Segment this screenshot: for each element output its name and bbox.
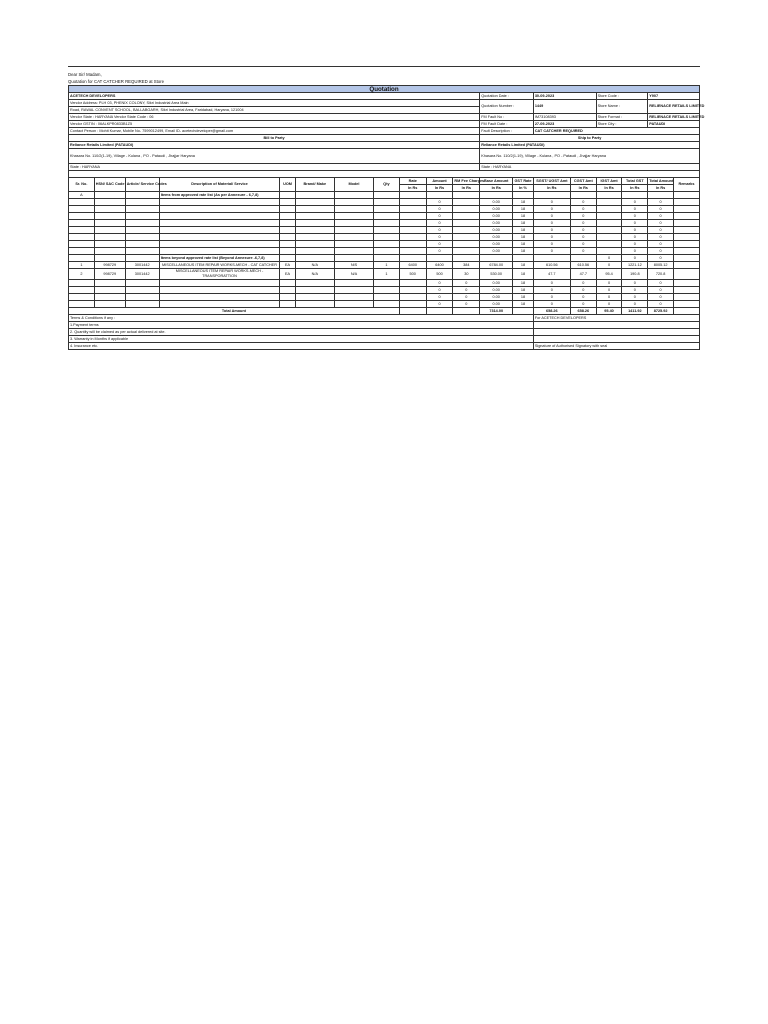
col-sr: Sr. No.: [69, 178, 95, 192]
cell-sgst: 610.56: [533, 262, 570, 269]
cell-total-gst: 0: [622, 287, 648, 294]
cell-gst-rate: 18: [513, 227, 534, 234]
cell-cgst: 47.7: [570, 269, 596, 280]
table-row: [69, 248, 700, 255]
cell-uom: EA: [280, 269, 295, 280]
total-amount: 8725.92: [648, 308, 674, 315]
col-hsn: HSN/ SAC Code: [94, 178, 125, 192]
col-amount: Amount: [426, 178, 453, 185]
cell-total-gst: 0: [622, 213, 648, 220]
cell-rate: 6400: [399, 262, 426, 269]
cell-sgst: 0: [533, 227, 570, 234]
unit-rate: In Rs: [399, 185, 426, 192]
cell-amount: 0: [426, 234, 453, 241]
cell-gst-rate: 18: [513, 248, 534, 255]
cell-gst-rate: 18: [513, 234, 534, 241]
cell-amount: 0: [426, 248, 453, 255]
cell-rm-fee: 0: [453, 287, 480, 294]
cell-amount: 0: [426, 213, 453, 220]
cell-total-gst: 0: [622, 241, 648, 248]
cell-amount: 0: [426, 227, 453, 234]
cell-model: NIS: [334, 262, 373, 269]
vendor-state: Vendor State : HARYANA Vendor State Code : 06: [69, 114, 480, 121]
vendor-address-1: Vendor Address: PLH 03, PHENIX COLONY, Sikri Industrial Area Main: [69, 100, 480, 107]
store-code-label: Store Code :: [596, 93, 648, 100]
cell-igst: 0: [596, 262, 622, 269]
bill-to-name: Reliance Retails Limited (PATAUDI): [69, 142, 480, 149]
cell-total: 0: [648, 294, 674, 301]
store-name-label: Store Name :: [596, 100, 648, 114]
salutation: Dear Sir/ Madam,: [68, 72, 102, 77]
cell-sgst: 0: [533, 287, 570, 294]
cell-total-gst: 0: [622, 220, 648, 227]
ship-to-state: State : HARYANA: [480, 164, 700, 171]
subject-line: Quotation for CAT CATCHER REQUIRED at Store: [68, 78, 164, 84]
col-total-gst: Total GST: [622, 178, 648, 185]
cell-cgst: 0: [570, 287, 596, 294]
table-row: [69, 301, 700, 308]
term-3: 3. Warranty in Months if applicable: [69, 336, 534, 343]
col-igst: IGST Amt: [596, 178, 622, 185]
table-row: [69, 234, 700, 241]
cell-sgst: 47.7: [533, 269, 570, 280]
cell-cgst: 0: [570, 280, 596, 287]
cell-cgst: 0: [570, 227, 596, 234]
cell-total: 0: [648, 287, 674, 294]
cell-sgst: 0: [533, 241, 570, 248]
cell-total-gst: 0: [622, 280, 648, 287]
cell-total-gst: 0: [622, 227, 648, 234]
bill-to-state: State : HARYANA: [69, 164, 480, 171]
cell-gst-rate: 18: [513, 199, 534, 206]
cell-base-amount: 0.00: [480, 220, 513, 227]
cell-cgst: 0: [570, 213, 596, 220]
cell-gst-rate: 18: [513, 206, 534, 213]
cell-gst-rate: 18: [513, 220, 534, 227]
section-b-total: 0: [648, 255, 674, 262]
quotation-sheet: [68, 66, 705, 350]
cell-amount: 0: [426, 294, 453, 301]
total-label: Total Amount: [69, 308, 400, 315]
cell-total: 720.8: [648, 269, 674, 280]
cell-sgst: 0: [533, 206, 570, 213]
cell-base-amount: 0.00: [480, 227, 513, 234]
vendor-contact: Contact Person : Mohit Kumar, Mobile No- 7599012499, Email ID- acetechdeveloper@gmail.com: [69, 128, 480, 135]
cell-uom: EA: [280, 262, 295, 269]
cell-base-amount: 6784.00: [480, 262, 513, 269]
cell-description: MISCELLANEOUS ITEM REPAIR WORKS-MECH - CAT CATCHER: [159, 262, 280, 269]
cell-sgst: 0: [533, 213, 570, 220]
cell-igst: 0: [596, 294, 622, 301]
total-cgst: 658.26: [570, 308, 596, 315]
ship-to-name: Reliance Retails Limited (PATAUDI): [480, 142, 700, 149]
store-format-label: Store Format :: [596, 114, 648, 121]
store-format-value: RELIENACE RETAILS LIMITED: [649, 114, 705, 119]
cell-brand: N/A: [295, 262, 334, 269]
term-2: 2. Quantity will be claimed as per actual delivered at site.: [69, 329, 534, 336]
intro-text: [68, 72, 700, 85]
quotation-date-label: Quotation Date :: [480, 93, 534, 100]
cell-total: 0: [648, 234, 674, 241]
totals-row: [69, 308, 700, 315]
store-city-label: Store City :: [596, 121, 648, 128]
cell-cgst: 0: [570, 294, 596, 301]
cell-gst-rate: 18: [513, 294, 534, 301]
cell-sgst: 0: [533, 294, 570, 301]
cell-total: 0: [648, 280, 674, 287]
cell-total: 0: [648, 227, 674, 234]
cell-qty: 1: [374, 262, 400, 269]
cell-total: 0: [648, 213, 674, 220]
col-sgst: SGST/ UGST Amt: [533, 178, 570, 185]
cell-rate: 500: [399, 269, 426, 280]
cell-cgst: 0: [570, 301, 596, 308]
quotation-number-label: Quotation Number :: [480, 100, 534, 114]
col-uom: UOM: [280, 178, 295, 192]
total-sgst: 658.26: [533, 308, 570, 315]
fault-description-value: CAT CATCHER REQUIRED: [533, 128, 699, 135]
empty-rows: [69, 280, 700, 308]
total-base: 7314.00: [480, 308, 513, 315]
cell-article: 3001442: [125, 269, 159, 280]
cell-description: MISCELLANEOUS ITEM REPAIR WORKS-MECH - TRANSPORATTION: [159, 269, 280, 280]
cell-cgst: 0: [570, 199, 596, 206]
col-article: Article/ Service Codes: [125, 178, 159, 192]
fm-fault-date-value: 27-09-2023: [533, 121, 596, 128]
quotation-table: [68, 85, 705, 350]
cell-hsn: 998729: [94, 262, 125, 269]
cell-cgst: 610.56: [570, 262, 596, 269]
unit-total-gst: In Rs: [622, 185, 648, 192]
spacer-row: [69, 171, 700, 178]
cell-base-amount: 0.00: [480, 234, 513, 241]
cell-cgst: 0: [570, 241, 596, 248]
cell-qty: 1: [374, 269, 400, 280]
unit-amount: In Rs: [426, 185, 453, 192]
cell-gst-rate: 18: [513, 280, 534, 287]
cell-cgst: 0: [570, 220, 596, 227]
table-row: [69, 213, 700, 220]
cell-amount: 0: [426, 199, 453, 206]
vendor-gstin: Vendor GSTIN : 06ALKPR0833B1Z5: [69, 121, 480, 128]
cell-total-gst: 190.8: [622, 269, 648, 280]
table-row: [69, 280, 700, 287]
total-igst: 95.40: [596, 308, 622, 315]
line-items: [69, 262, 700, 280]
cell-article: 3001442: [125, 262, 159, 269]
cell-sgst: 0: [533, 248, 570, 255]
col-remarks: Remarks: [673, 178, 699, 192]
cell-base-amount: 530.00: [480, 269, 513, 280]
cell-gst-rate: 18: [513, 301, 534, 308]
terms-title: Terms & Conditions if any :: [69, 315, 534, 322]
table-row: [69, 294, 700, 301]
cell-amount: 6400: [426, 262, 453, 269]
cell-sgst: 0: [533, 199, 570, 206]
cell-igst: 95.4: [596, 269, 622, 280]
document-title: Quotation: [69, 86, 700, 93]
cell-gst-rate: 18: [513, 269, 534, 280]
col-brand: Brand/ Make: [295, 178, 334, 192]
table-row: [69, 269, 700, 280]
fm-fault-date-label: FM Fault Date :: [480, 121, 534, 128]
quotation-number-value: 1449: [533, 100, 596, 114]
cell-base-amount: 0.00: [480, 280, 513, 287]
store-city-value: PATAUDI: [648, 121, 700, 128]
fm-fault-no-label: FM Fault No :: [480, 114, 534, 121]
quotation-date-value: 30-09-2023: [533, 93, 596, 100]
cell-sgst: 0: [533, 220, 570, 227]
cell-base-amount: 0.00: [480, 213, 513, 220]
cell-total-gst: 0: [622, 206, 648, 213]
cell-base-amount: 0.00: [480, 301, 513, 308]
section-a: [69, 192, 700, 255]
cell-gst-rate: 18: [513, 213, 534, 220]
cell-base-amount: 0.00: [480, 248, 513, 255]
cell-rm-fee: 30: [453, 269, 480, 280]
cell-total: 0: [648, 241, 674, 248]
signature-line: Signature of Authorised Signatory with seal: [533, 343, 699, 350]
cell-total: 0: [648, 301, 674, 308]
col-rate: Rate: [399, 178, 426, 185]
table-row: [69, 199, 700, 206]
cell-gst-rate: 18: [513, 287, 534, 294]
section-a-label: A: [69, 192, 95, 199]
store-code-value: Y907: [648, 93, 700, 100]
col-qty: Qty: [374, 178, 400, 192]
cell-sgst: 0: [533, 301, 570, 308]
cell-total: 0: [648, 206, 674, 213]
total-gst: 1411.92: [622, 308, 648, 315]
cell-total-gst: 0: [622, 294, 648, 301]
unit-sgst: In Rs: [533, 185, 570, 192]
cell-gst-rate: 18: [513, 262, 534, 269]
store-name-value: RELIENACE RETAILS LIMITED: [648, 100, 700, 114]
cell-total-gst: 0: [622, 199, 648, 206]
section-b-row: [69, 255, 700, 262]
table-row: [69, 220, 700, 227]
cell-sgst: 0: [533, 280, 570, 287]
vendor-name: ACETECH DEVELOPERS: [69, 93, 480, 100]
col-model: Model: [334, 178, 373, 192]
cell-base-amount: 0.00: [480, 206, 513, 213]
top-rule: [68, 66, 700, 67]
cell-total: 0: [648, 248, 674, 255]
for-company: For ACETECH DEVELOPERS: [533, 315, 699, 322]
cell-amount: 0: [426, 206, 453, 213]
fm-fault-no-value: IM73108393: [533, 114, 596, 121]
cell-total: 0: [648, 220, 674, 227]
col-rm-fee: RM Fee Charges: [454, 178, 485, 183]
cell-base-amount: 0.00: [480, 294, 513, 301]
cell-rm-fee: 0: [453, 294, 480, 301]
cell-model: N/A: [334, 269, 373, 280]
cell-rm-fee: 0: [453, 280, 480, 287]
col-gst-rate: GST Rate: [514, 178, 532, 183]
cell-igst: 0: [596, 287, 622, 294]
unit-rm: In Rs: [453, 185, 480, 192]
column-header-row: [69, 178, 700, 185]
ship-to-address: Khasara No. 110/2(1-19), Village - Kulana , PO - Pataudi , Jhajjar Haryana: [480, 149, 700, 164]
cell-total-gst: 0: [622, 301, 648, 308]
cell-cgst: 0: [570, 248, 596, 255]
cell-rm-fee: 0: [453, 301, 480, 308]
section-a-description: Items from approved rate list (As per Annexure - 6,7,8): [159, 192, 280, 199]
cell-sgst: 0: [533, 234, 570, 241]
section-b-description: Items beyond approved rate list (Beyond Annexure -6,7,8): [159, 255, 280, 262]
cell-base-amount: 0.00: [480, 287, 513, 294]
cell-base-amount: 0.00: [480, 199, 513, 206]
vendor-address-2: Road, RAWAL CONVENT SCHOOL, BALLABGARH, Sikri Industrial Area, Faridabad, Haryana, 121004: [69, 107, 480, 114]
term-4: 4. Insurance etc.: [69, 343, 534, 350]
section-b-igst: 0: [596, 255, 622, 262]
unit-igst: In Rs: [596, 185, 622, 192]
cell-total: 8005.12: [648, 262, 674, 269]
table-row: [69, 227, 700, 234]
cell-hsn: 998729: [94, 269, 125, 280]
table-row: [69, 206, 700, 213]
cell-cgst: 0: [570, 206, 596, 213]
cell-igst: 0: [596, 280, 622, 287]
cell-sr: 2: [69, 269, 95, 280]
cell-total: 0: [648, 199, 674, 206]
cell-total-gst: 1221.12: [622, 262, 648, 269]
cell-sr: 1: [69, 262, 95, 269]
cell-amount: 0: [426, 220, 453, 227]
ship-to-heading: Ship to Party: [480, 135, 700, 142]
cell-total-gst: 0: [622, 234, 648, 241]
section-b-total-gst: 0: [622, 255, 648, 262]
unit-total: In Rs: [648, 185, 674, 192]
cell-igst: 0: [596, 301, 622, 308]
bill-to-address: Khasara No. 110/2(1-19), Village - Kulana , PO - Pataudi , Jhajjar Haryana: [69, 149, 480, 164]
unit-cgst: In Rs: [570, 185, 596, 192]
cell-base-amount: 0.00: [480, 241, 513, 248]
cell-amount: 500: [426, 269, 453, 280]
cell-amount: 0: [426, 287, 453, 294]
col-description: Description of Material/ Service: [159, 178, 280, 192]
cell-amount: 0: [426, 241, 453, 248]
col-cgst: CGST Amt: [570, 178, 596, 185]
fault-description-label: Fault Description :: [480, 128, 534, 135]
table-row: [69, 262, 700, 269]
col-total-amount: Total Amount: [649, 178, 674, 183]
unit-base: In Rs: [480, 185, 513, 192]
cell-gst-rate: 18: [513, 241, 534, 248]
cell-brand: N/A: [295, 269, 334, 280]
col-base-amount: Base Amount: [480, 178, 513, 185]
table-row: [69, 241, 700, 248]
unit-gst-rate: In %: [513, 185, 534, 192]
term-1: 1.Payment terms: [69, 322, 534, 329]
cell-amount: 0: [426, 280, 453, 287]
cell-cgst: 0: [570, 234, 596, 241]
table-row: [69, 287, 700, 294]
cell-amount: 0: [426, 301, 453, 308]
bill-to-heading: Bill to Party: [69, 135, 480, 142]
cell-total-gst: 0: [622, 248, 648, 255]
cell-rm-fee: 384: [453, 262, 480, 269]
